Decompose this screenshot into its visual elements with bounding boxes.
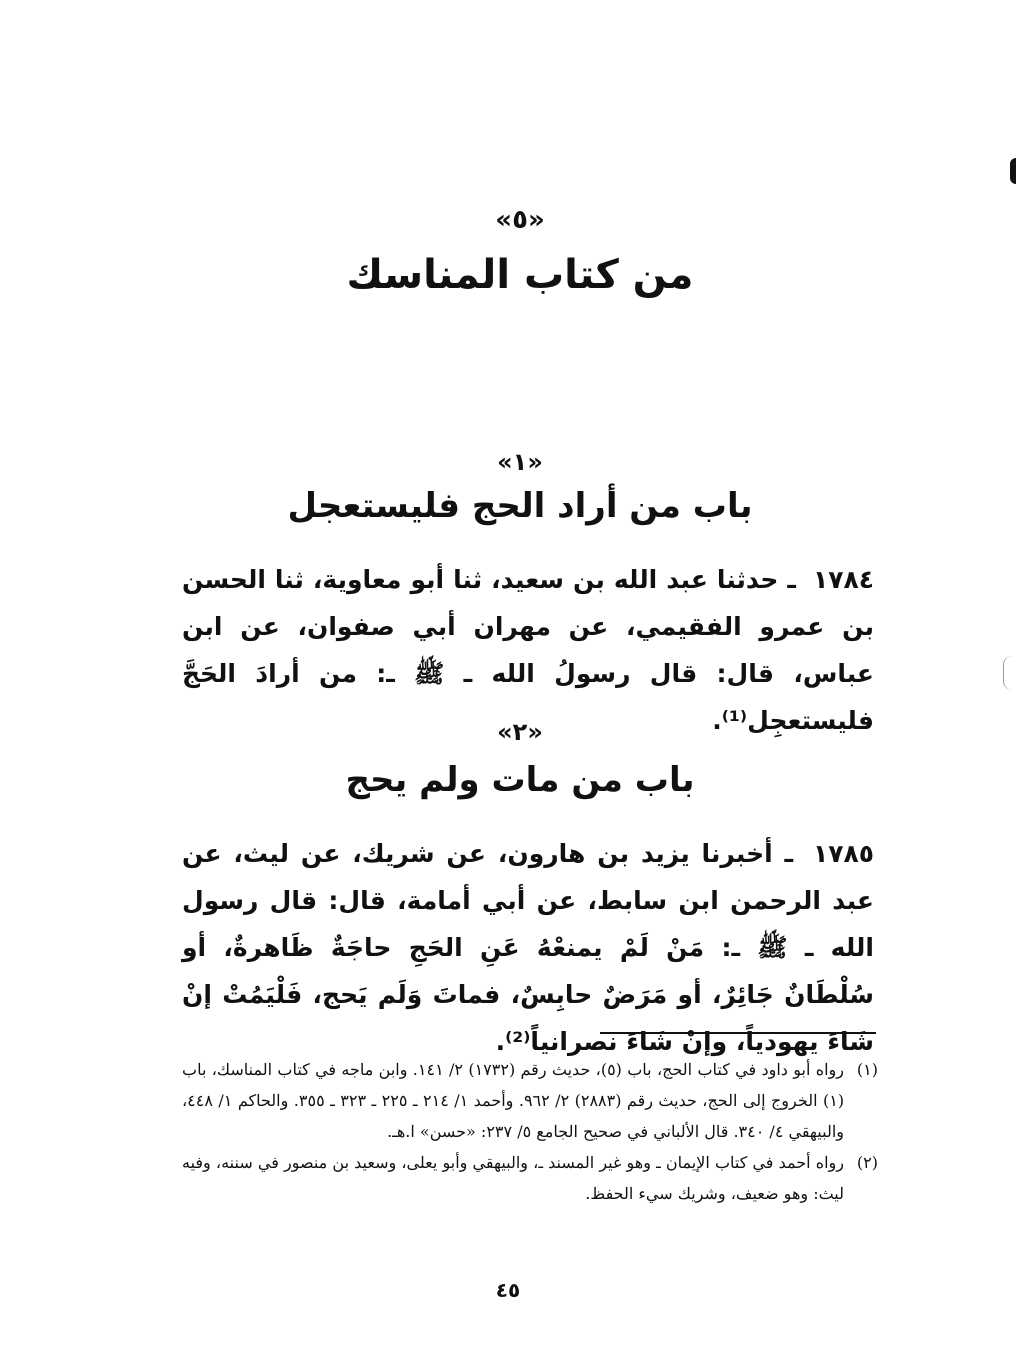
footnote-1 (182, 1054, 878, 1147)
section-1-number: «١» (497, 448, 543, 476)
footnote-2-mark: (٢) (856, 1153, 878, 1172)
section-2-title: باب من مات ولم يحج (345, 760, 695, 800)
hadith-2-number: ١٧٨٥ (812, 839, 874, 868)
section-2-number: «٢» (497, 718, 543, 746)
footnote-1-mark: (١) (856, 1060, 878, 1079)
footnote-2 (182, 1147, 878, 1209)
section-1-title: باب من أراد الحج فليستعجل (287, 486, 753, 526)
page-edge-bracket (1003, 656, 1012, 690)
footnote-1-text: رواه أبو داود في كتاب الحج، باب (٥)، حديث رقم (١٧٣٢) ٢/ ١٤١. وابن ماجه في كتاب المناسك، باب (١) الخروج إلى الحج، حديث رقم (٢٨٨٣) ٢/ ٩٦٢. وأحمد ١/ ٢١٤ ـ ٢٢٥ ـ ٣٢٣ ـ ٣٥٥. والحاكم ١/ ٤٤٨، والبيهقي ٤/ ٣٤٠. قال الألباني في صحيح الجامع ٥/ ٢٣٧: «حسن» ا.هـ. (182, 1060, 845, 1141)
chapter-title: من كتاب المناسك (346, 252, 694, 298)
footnote-2-text: رواه أحمد في كتاب الإيمان ـ وهو غير المسند ـ، والبيهقي وأبو يعلى، وسعيد بن منصور في سننه، وفيه ليث: وهو ضعيف، وشريك سيء الحفظ. (182, 1153, 844, 1203)
hadith-1784 (182, 556, 874, 744)
hadith-1-number: ١٧٨٤ (812, 565, 874, 594)
hadith-2-text: ـ أخبرنا يزيد بن هارون، عن شريك، عن ليث، عن عبد الرحمن ابن سابط، عن أبي أمامة، قال: قال رسول الله ـ ﷺ ـ: مَنْ لَمْ يمنعْهُ عَنِ الحَجِ حاجَةٌ ظَاهرةٌ، أو سُلْطَانٌ جَائِرٌ، أو مَرَضٌ حابِسٌ، فماتَ وَلَم يَحج، فَلْيَمُتْ إنْ شَاءَ يهودياً، وإنْ شَاءَ نصرانياً⁽²⁾. (182, 839, 874, 1056)
hadith-1785 (182, 830, 874, 1065)
chapter-number: «٥» (495, 205, 545, 235)
footnotes (182, 1054, 878, 1209)
footnote-separator (600, 1032, 876, 1034)
hadith-1-text: ـ حدثنا عبد الله بن سعيد، ثنا أبو معاوية، ثنا الحسن بن عمرو الفقيمي، عن مهران أبي صفوان، عن ابن عباس، قال: قال رسولُ الله ـ ﷺ ـ: من أرادَ الحَجَّ فليستعجِل⁽¹⁾. (182, 565, 874, 735)
page-edge-mark (1010, 158, 1016, 184)
page-number: ٤٥ (495, 1278, 521, 1302)
